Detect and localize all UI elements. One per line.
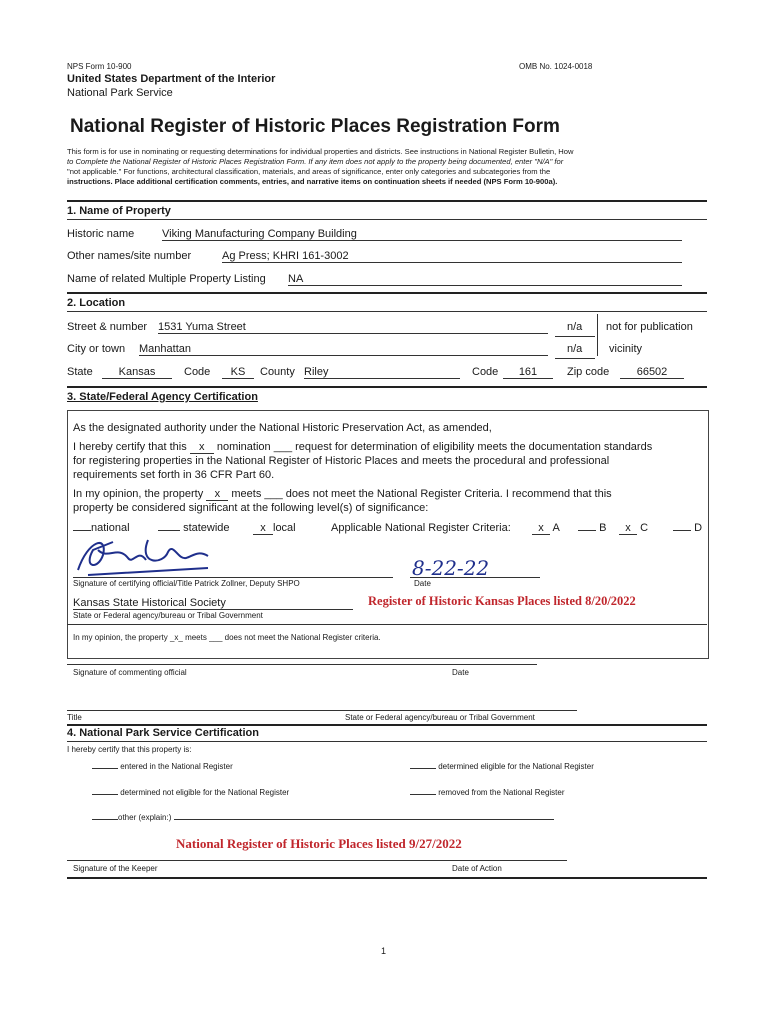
option-label: removed from the National Register bbox=[438, 788, 565, 797]
city-value: Manhattan bbox=[139, 343, 548, 356]
option-det-eligible bbox=[410, 762, 594, 771]
instructions bbox=[67, 147, 574, 187]
not-for-publication: not for publication bbox=[606, 321, 693, 333]
agency-value: Kansas State Historical Society bbox=[73, 597, 353, 610]
criterion-letter: D bbox=[694, 522, 703, 534]
meets-mark: x bbox=[206, 488, 228, 501]
county-code-label: Code bbox=[472, 366, 499, 378]
other-names-label: Other names/site number bbox=[67, 250, 192, 262]
divider bbox=[67, 200, 707, 202]
nomination-mark: x bbox=[190, 441, 214, 454]
nr-listed-stamp: National Register of Historic Places listed 9/27/2022 bbox=[176, 836, 462, 851]
cert-para-2 bbox=[73, 441, 652, 454]
cert-text: nomination ___ request for determination of eligibility meets the documentation standards bbox=[216, 441, 653, 453]
signature-line bbox=[67, 664, 537, 665]
option-other bbox=[92, 813, 554, 822]
cert-text: In my opinion, the property bbox=[73, 488, 204, 500]
option-label: determined not eligible for the National Register bbox=[120, 788, 290, 797]
option-not-eligible bbox=[92, 788, 289, 797]
instructions-line: instructions. Place additional certification comments, entries, and narrative items on continuation sheets if needed (NPS Form 10-900a). bbox=[67, 177, 558, 186]
criterion-mark: x bbox=[619, 522, 637, 535]
omb-number: OMB No. 1024-0018 bbox=[519, 62, 593, 71]
option-label: entered in the National Register bbox=[120, 762, 233, 771]
cert-para-3b: property be considered significant at the following level(s) of significance: bbox=[73, 502, 429, 514]
date-label: Date bbox=[414, 579, 431, 588]
mpl-label: Name of related Multiple Property Listing bbox=[67, 273, 266, 285]
county-code-value: 161 bbox=[503, 366, 553, 379]
mpl-value: NA bbox=[288, 273, 682, 286]
kansas-listed-stamp: Register of Historic Kansas Places listed 8/20/2022 bbox=[368, 594, 636, 608]
cert-para-1: As the designated authority under the National Historic Preservation Act, as amended, bbox=[73, 422, 492, 434]
historic-name-label: Historic name bbox=[67, 228, 135, 240]
section4-heading: 4. National Park Service Certification bbox=[67, 727, 259, 739]
divider bbox=[67, 877, 707, 879]
criterion-c bbox=[619, 522, 648, 535]
cert-para-2b: for registering properties in the National Register of Historic Places and meets the procedural and professional bbox=[73, 455, 610, 467]
criterion-d bbox=[673, 522, 702, 534]
title-label: Title bbox=[67, 713, 82, 722]
street-label: Street & number bbox=[67, 321, 148, 333]
page-title: National Register of Historic Places Registration Form bbox=[70, 116, 560, 137]
vicinity: vicinity bbox=[609, 343, 643, 355]
divider bbox=[67, 386, 707, 388]
department: United States Department of the Interior bbox=[67, 73, 276, 85]
option-label: determined eligible for the National Register bbox=[438, 762, 594, 771]
criterion-letter: B bbox=[599, 522, 607, 534]
cert-para-2c: requirements set forth in 36 CFR Part 60. bbox=[73, 469, 275, 481]
divider bbox=[597, 314, 598, 356]
level-label: local bbox=[273, 522, 296, 534]
criterion-mark: x bbox=[532, 522, 550, 535]
divider bbox=[555, 336, 595, 337]
divider bbox=[67, 219, 707, 220]
city-label: City or town bbox=[67, 343, 126, 355]
option-label: other (explain:) bbox=[118, 813, 172, 822]
cert-para-3 bbox=[73, 488, 612, 501]
criterion-letter: A bbox=[552, 522, 560, 534]
option-removed bbox=[410, 788, 565, 797]
instructions-line: to Complete the National Register of Historic Places Registration Form. If any item does not apply to the property being documented, enter "N/A" for bbox=[67, 157, 564, 166]
signature-date: 8-22-22 bbox=[412, 556, 490, 580]
state-code-label: Code bbox=[184, 366, 211, 378]
state-value: Kansas bbox=[102, 366, 172, 379]
county-label: County bbox=[260, 366, 295, 378]
cert-text: meets ___ does not meet the National Register Criteria. I recommend that this bbox=[231, 488, 612, 500]
historic-name-value: Viking Manufacturing Company Building bbox=[162, 228, 682, 241]
signature-line bbox=[67, 860, 567, 861]
signature-line bbox=[73, 577, 393, 578]
criteria-label: Applicable National Register Criteria: bbox=[331, 522, 511, 534]
criterion-b bbox=[578, 522, 606, 534]
state-label: State bbox=[67, 366, 93, 378]
signature-label: Signature of certifying official/Title Patrick Zollner, Deputy SHPO bbox=[73, 579, 300, 588]
zip-value: 66502 bbox=[620, 366, 684, 379]
title-line bbox=[67, 710, 577, 711]
level-local bbox=[253, 522, 296, 535]
cert-text: I hereby certify that this bbox=[73, 441, 187, 453]
city-na: n/a bbox=[567, 343, 583, 355]
form-number: NPS Form 10-900 bbox=[67, 62, 132, 71]
opinion-2: In my opinion, the property _x_ meets ___ does not meet the National Register criteria. bbox=[73, 633, 381, 642]
page-number: 1 bbox=[381, 946, 387, 956]
instructions-line: This form is for use in nominating or requesting determinations for individual properties and districts. See instructions in National Register Bulletin, How bbox=[67, 147, 574, 156]
street-value: 1531 Yuma Street bbox=[158, 321, 548, 334]
section1-heading: 1. Name of Property bbox=[67, 205, 171, 217]
section2-heading: 2. Location bbox=[67, 297, 126, 309]
other-names-value: Ag Press; KHRI 161-3002 bbox=[222, 250, 682, 263]
divider bbox=[67, 624, 707, 625]
divider bbox=[67, 741, 707, 742]
criterion-letter: C bbox=[640, 522, 649, 534]
zip-label: Zip code bbox=[567, 366, 610, 378]
level-label: national bbox=[91, 522, 130, 534]
date2-label: Date bbox=[452, 668, 469, 677]
instructions-line: "not applicable." For functions, architectural classification, materials, and areas of significance, enter only categories and subcategories from the bbox=[67, 167, 551, 176]
state-code-value: KS bbox=[222, 366, 254, 379]
local-mark: x bbox=[253, 522, 273, 535]
level-label: statewide bbox=[183, 522, 230, 534]
action-label: Date of Action bbox=[452, 864, 502, 873]
service: National Park Service bbox=[67, 87, 173, 99]
section3-heading: 3. State/Federal Agency Certification bbox=[67, 391, 258, 403]
divider bbox=[67, 311, 707, 312]
criterion-a bbox=[532, 522, 560, 535]
agency-label: State or Federal agency/bureau or Tribal Government bbox=[73, 611, 263, 620]
keeper-label: Signature of the Keeper bbox=[73, 864, 158, 873]
street-na: n/a bbox=[567, 321, 583, 333]
divider bbox=[67, 724, 707, 726]
signature-image bbox=[68, 530, 228, 580]
option-entered bbox=[92, 762, 233, 771]
agency2-label: State or Federal agency/bureau or Tribal Government bbox=[345, 713, 535, 722]
commenting-label: Signature of commenting official bbox=[73, 668, 187, 677]
divider bbox=[555, 358, 595, 359]
date-line bbox=[410, 577, 540, 578]
county-value: Riley bbox=[304, 366, 460, 379]
divider bbox=[67, 292, 707, 294]
nps-intro: I hereby certify that this property is: bbox=[67, 745, 192, 754]
